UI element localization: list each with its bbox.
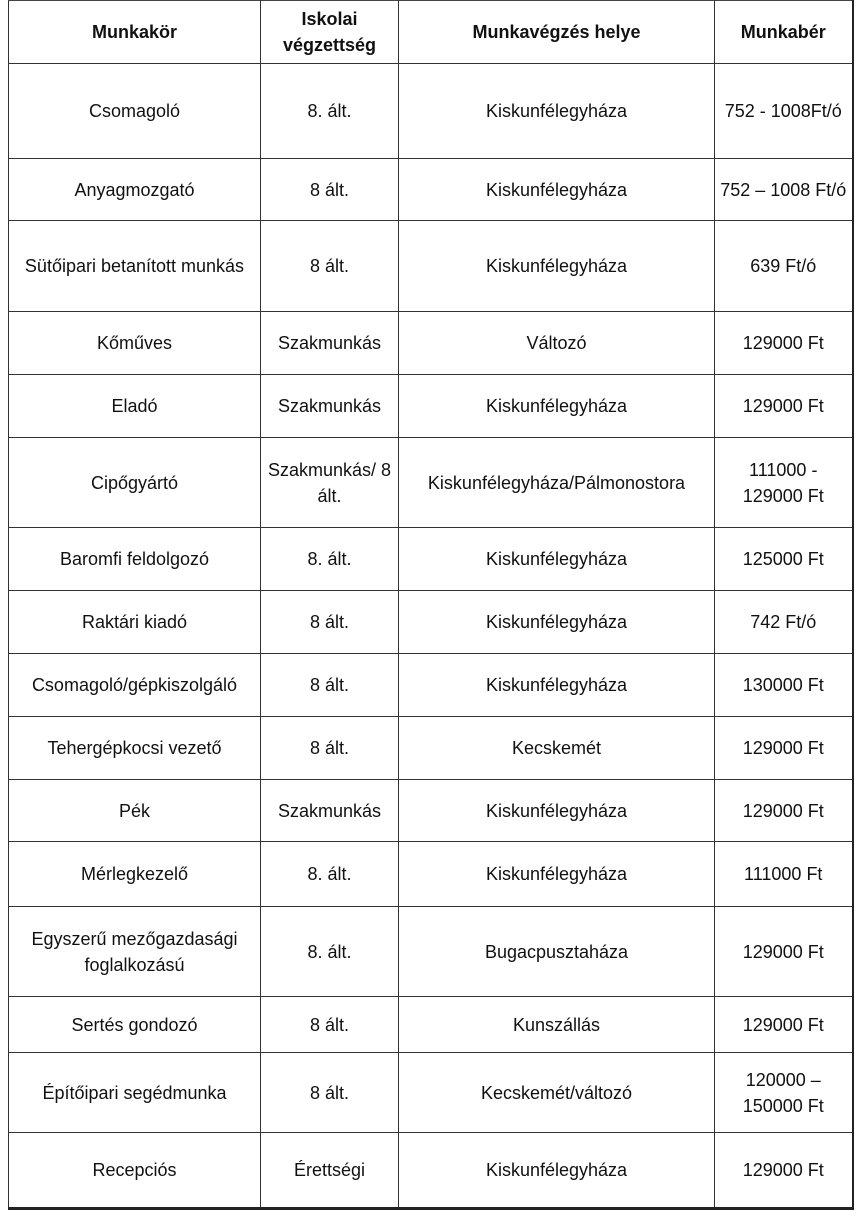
table-row [9, 375, 853, 438]
table-row [9, 528, 853, 591]
cell-location: Kiskunfélegyháza [399, 1133, 715, 1209]
table-row [9, 438, 853, 528]
cell-wage: 129000 Ft [715, 997, 853, 1053]
cell-education: 8. ált. [261, 907, 399, 997]
cell-wage: 752 – 1008 Ft/ó [715, 159, 853, 221]
cell-education: Érettségi [261, 1133, 399, 1209]
cell-job: Sertés gondozó [9, 997, 261, 1053]
table-row [9, 842, 853, 907]
cell-job: Egyszerű mezőgazdasági foglalkozású [9, 907, 261, 997]
cell-education: 8 ált. [261, 717, 399, 780]
cell-location: Kiskunfélegyháza/Pálmonostora [399, 438, 715, 528]
cell-job: Csomagoló/gépkiszolgáló [9, 654, 261, 717]
cell-wage: 129000 Ft [715, 907, 853, 997]
cell-education: 8 ált. [261, 159, 399, 221]
cell-wage: 129000 Ft [715, 375, 853, 438]
cell-wage: 129000 Ft [715, 1133, 853, 1209]
cell-wage: 742 Ft/ó [715, 591, 853, 654]
cell-job: Mérlegkezelő [9, 842, 261, 907]
cell-location: Kiskunfélegyháza [399, 842, 715, 907]
table-row [9, 997, 853, 1053]
cell-location: Kecskemét/változó [399, 1053, 715, 1133]
cell-location: Kiskunfélegyháza [399, 528, 715, 591]
cell-education: 8 ált. [261, 654, 399, 717]
cell-wage: 129000 Ft [715, 312, 853, 375]
cell-job: Recepciós [9, 1133, 261, 1209]
cell-wage: 125000 Ft [715, 528, 853, 591]
cell-wage: 120000 – 150000 Ft [715, 1053, 853, 1133]
cell-wage: 130000 Ft [715, 654, 853, 717]
header-job: Munkakör [9, 1, 261, 64]
cell-location: Bugacpusztaháza [399, 907, 715, 997]
cell-location: Kiskunfélegyháza [399, 591, 715, 654]
cell-education: 8. ált. [261, 842, 399, 907]
cell-wage: 752 - 1008Ft/ó [715, 64, 853, 159]
cell-job: Kőműves [9, 312, 261, 375]
cell-education: 8 ált. [261, 997, 399, 1053]
header-education: Iskolai végzettség [261, 1, 399, 64]
cell-education: 8 ált. [261, 221, 399, 312]
cell-location: Kiskunfélegyháza [399, 64, 715, 159]
cell-wage: 639 Ft/ó [715, 221, 853, 312]
cell-job: Eladó [9, 375, 261, 438]
cell-location: Kecskemét [399, 717, 715, 780]
table-row [9, 159, 853, 221]
cell-education: 8 ált. [261, 1053, 399, 1133]
table-row [9, 64, 853, 159]
cell-job: Tehergépkocsi vezető [9, 717, 261, 780]
cell-education: Szakmunkás [261, 312, 399, 375]
cell-education: 8 ált. [261, 591, 399, 654]
table-row [9, 1053, 853, 1133]
cell-education: Szakmunkás [261, 375, 399, 438]
cell-education: 8. ált. [261, 528, 399, 591]
table-row [9, 654, 853, 717]
cell-job: Raktári kiadó [9, 591, 261, 654]
table-row [9, 780, 853, 842]
cell-job: Pék [9, 780, 261, 842]
job-listings-table [8, 0, 854, 1210]
table-row [9, 312, 853, 375]
cell-wage: 111000 Ft [715, 842, 853, 907]
cell-location: Kiskunfélegyháza [399, 375, 715, 438]
cell-location: Kiskunfélegyháza [399, 654, 715, 717]
table-row [9, 591, 853, 654]
cell-education: Szakmunkás [261, 780, 399, 842]
cell-education: Szakmunkás/ 8 ált. [261, 438, 399, 528]
cell-job: Cipőgyártó [9, 438, 261, 528]
table-row [9, 1133, 853, 1209]
cell-wage: 129000 Ft [715, 717, 853, 780]
table-header-row [9, 1, 853, 64]
cell-job: Baromfi feldolgozó [9, 528, 261, 591]
header-wage: Munkabér [715, 1, 853, 64]
cell-wage: 129000 Ft [715, 780, 853, 842]
header-location: Munkavégzés helye [399, 1, 715, 64]
cell-job: Sütőipari betanított munkás [9, 221, 261, 312]
cell-location: Kiskunfélegyháza [399, 159, 715, 221]
cell-job: Anyagmozgató [9, 159, 261, 221]
cell-location: Kunszállás [399, 997, 715, 1053]
cell-location: Kiskunfélegyháza [399, 221, 715, 312]
cell-job: Építőipari segédmunka [9, 1053, 261, 1133]
table-row [9, 717, 853, 780]
table-row [9, 907, 853, 997]
cell-location: Kiskunfélegyháza [399, 780, 715, 842]
cell-location: Változó [399, 312, 715, 375]
cell-education: 8. ált. [261, 64, 399, 159]
cell-job: Csomagoló [9, 64, 261, 159]
table-row [9, 221, 853, 312]
cell-wage: 111000 - 129000 Ft [715, 438, 853, 528]
